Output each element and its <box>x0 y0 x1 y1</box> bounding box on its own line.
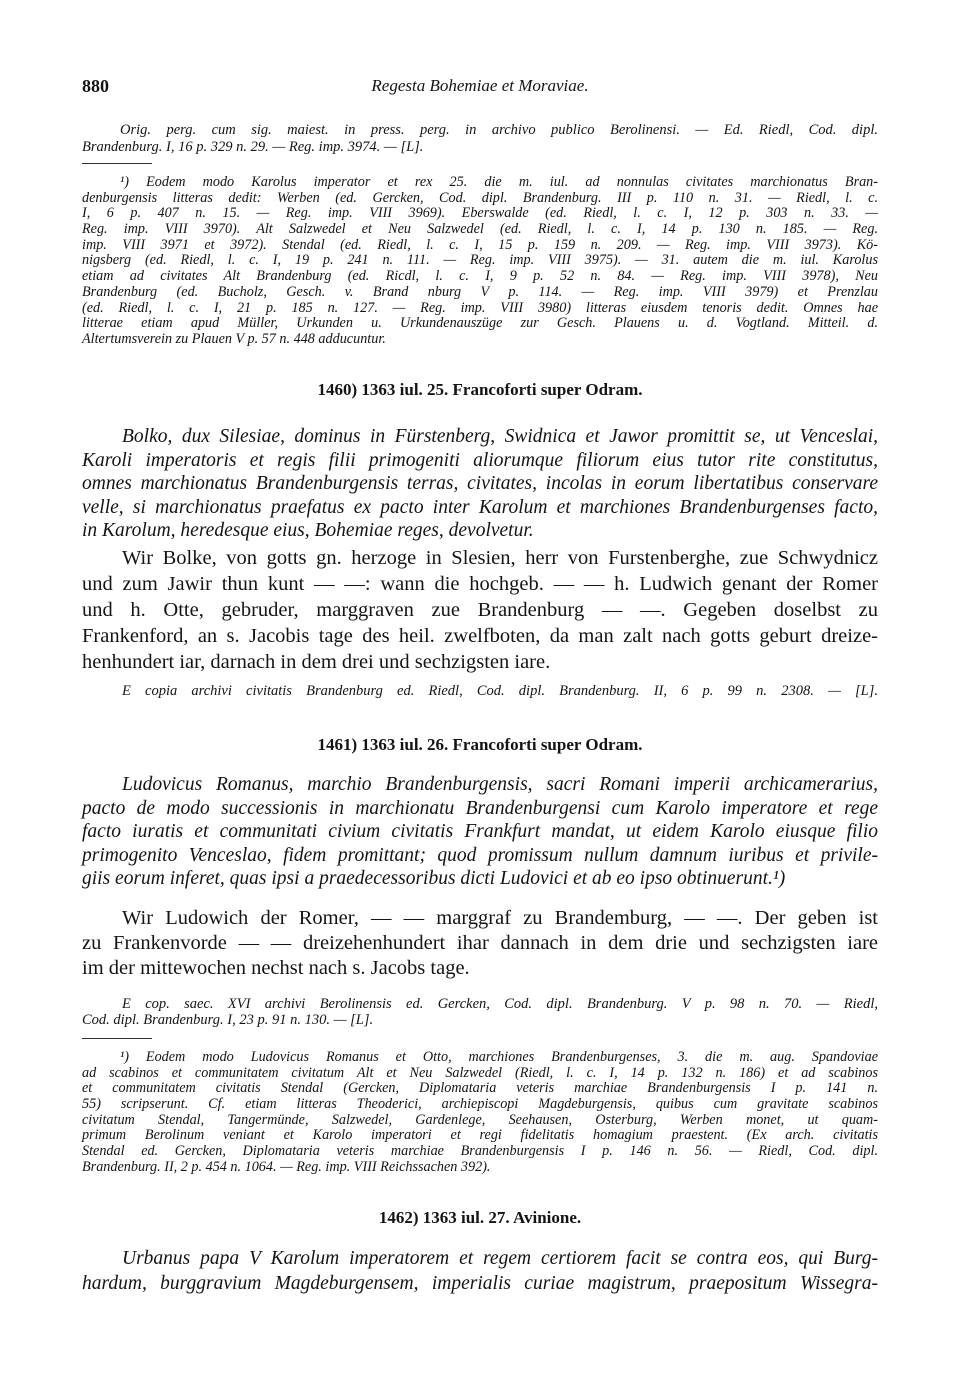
source-line: E copia archivi civitatis Brandenburg ed. Riedl, Cod. dipl. Brandenburg. II, 6 p. 99 n. 2308. — [L]. <box>122 683 878 699</box>
footnote-rule <box>82 163 152 164</box>
source-line: Brandenburg. I, 16 p. 329 n. 29. — Reg. imp. 3974. — [L]. <box>82 139 424 155</box>
page-number: 880 <box>82 76 109 96</box>
regest-line: giis eorum inferet, quas ipsi a praedecessoribus dicti Ludovici et ab eo ipso obtinuerunt.¹) <box>82 868 786 889</box>
charter-text-line: im der mittewochen nechst nach s. Jacobs tage. <box>82 957 470 979</box>
footnote-line: primum Berolinum veniant et Karolo imperatori et regi fidelitatis homagium praestent. (Ex arch. civitatis <box>82 1127 878 1144</box>
regest-line: primogenito Venceslao, fidem promittant; quod promissum nullum damnum iuribus et privile- <box>82 844 878 866</box>
entry-heading: 1462) 1363 iul. 27. Avinione. <box>378 1208 582 1227</box>
entry-1461-text <box>82 906 878 981</box>
entry-1461-source <box>82 996 878 1028</box>
entry-heading: 1461) 1363 iul. 26. Francoforti super Odram. <box>317 735 643 754</box>
regest-line: Karoli imperatoris et regis filii primogeniti aliorumque filiorum eius tutor rite constitutus, <box>82 449 878 471</box>
entry-1460-source <box>82 683 878 700</box>
source-line: Orig. perg. cum sig. maiest. in press. perg. in archivo publico Berolinensi. — Ed. Riedl, Cod. dipl. <box>120 122 878 138</box>
footnote-line: ad scabinos et communitatem civitatum Alt et Neu Salzwedel (Riedl, l. c. I, 14 p. 132 n. 186) et ad scabinos <box>82 1064 878 1081</box>
footnote-line: Reg. imp. VIII 3970). Alt Salzwedel et Neu Salzwedel (ed. Riedl, l. c. I, 14 p. 130 n. 185. — Reg. <box>82 221 878 238</box>
footnote-2 <box>82 1050 878 1176</box>
footnote-line: 55) scripserunt. Cf. etiam litteras Theoderici, archiepiscopi Magdeburgensis, quibus cum gravitate scabinos <box>82 1096 878 1113</box>
regest-line: in Karolum, heredesque eius, Bohemiae reges, devolvetur. <box>82 520 534 541</box>
regest-line: Bolko, dux Silesiae, dominus in Fürstenberg, Swidnica et Jawor promittit se, ut Venceslai, <box>122 426 878 447</box>
page-header <box>82 74 878 98</box>
footnote-line: (ed. Riedl, l. c. I, 21 p. 185 n. 127. — Reg. imp. VIII 3980) litteras eiusdem tenoris dedit. Omnes hae <box>82 299 878 316</box>
footnote-line: Stendal ed. Gercken, Diplomataria veteris marchiae Brandenburgensis I p. 146 n. 56. — Riedl, Cod. dipl. <box>82 1143 878 1160</box>
source-line: Cod. dipl. Brandenburg. I, 23 p. 91 n. 130. — [L]. <box>82 1012 374 1028</box>
footnote-line: imp. VIII 3971 et 3972). Stendal (ed. Riedl, l. c. I, 15 p. 159 n. 209. — Reg. imp. VIII 3973). Kö- <box>82 236 878 253</box>
source-line: E cop. saec. XVI archivi Berolinensis ed. Gercken, Cod. dipl. Brandenburg. V p. 98 n. 70. — Riedl, <box>122 996 878 1012</box>
footnote-line: ¹) Eodem modo Karolus imperator et rex 25. die m. iul. ad nonnulas civitates marchionatus Bran- <box>120 174 878 190</box>
footnote-line: civitatum Stendal, Tangermünde, Salzwedel, Gardenlege, Seehausen, Osterburg, Werben monet, ut quam- <box>82 1111 878 1128</box>
footnote-line: nigsberg (ed. Riedl, l. c. I, 19 p. 241 n. 111. — Reg. imp. VIII 3975). — 31. autem die m. iul. Karolus <box>82 252 878 269</box>
regest-line: velle, si marchionatus praefatus ex pacto inter Karolum et marchiones Brandenburgenses facto, <box>82 496 878 518</box>
footnote-line: et communitatem civitatis Stendal (Gercken, Diplomataria veteris marchiae Brandenburgensis I p. 141 n. <box>82 1080 878 1097</box>
footnote-line: denburgensis litteras dedit: Werben (ed. Gercken, Cod. dipl. Brandenburg. III p. 110 n. 31. — Riedl, l. c. <box>82 189 878 206</box>
regest-line: hardum, burggravium Magdeburgensem, imperialis curiae magistrum, praepositum Wissegra- <box>82 1273 878 1294</box>
charter-text-line: henhundert iar, darnach in dem drei und sechzigsten iare. <box>82 651 551 673</box>
footnote-line: ¹) Eodem modo Ludovicus Romanus et Otto, marchiones Brandenburgenses, 3. die m. aug. Spandoviae <box>120 1049 878 1065</box>
entry-1460-text <box>82 545 878 675</box>
footnote-1 <box>82 175 878 348</box>
footnote-line: litterae etiam apud Müller, Urkunden u. Urkundenauszüge zur Gesch. Plauens u. d. Vogtland. Mitteil. d. <box>82 315 878 332</box>
entry-1461-regest <box>82 773 878 891</box>
charter-text-line: Wir Ludowich der Romer, — — marggraf zu Brandemburg, — —. Der geben ist <box>122 907 878 929</box>
regest-line: omnes marchionatus Brandenburgensis terras, civitates, incolas in eorum libertatibus conservare <box>82 473 878 494</box>
entry-heading: 1460) 1363 iul. 25. Francoforti super Odram. <box>317 380 643 399</box>
entry-1460-regest <box>82 425 878 543</box>
charter-text-line: zu Frankenvorde — — dreizehenhundert ihar dannach in dem drie und sechzigsten iare <box>82 932 878 954</box>
footnote-rule <box>82 1038 152 1039</box>
regest-line: Urbanus papa V Karolum imperatorem et regem certiorem facit se contra eos, qui Burg- <box>122 1248 878 1269</box>
running-title: Regesta Bohemiae et Moraviae. <box>371 76 589 95</box>
footnote-line: etiam ad civitates Alt Brandenburg (ed. Ricdl, l. c. I, 9 p. 52 n. 84. — Reg. imp. VIII 3978), Neu <box>82 268 878 285</box>
footnote-line: Altertumsverein zu Plauen V p. 57 n. 448 adducuntur. <box>82 330 386 347</box>
prev-entry-source <box>82 122 878 156</box>
charter-text-line: Wir Bolke, von gotts gn. herzoge in Slesien, herr von Furstenberghe, zue Schwydnicz <box>122 547 878 569</box>
charter-text-line: Frankenford, an s. Jacobis tage des heil. zwelfboten, da man zalt nach gotts geburt dreize- <box>82 625 878 647</box>
regest-line: Ludovicus Romanus, marchio Brandenburgensis, sacri Romani imperii archicamerarius, <box>122 774 878 795</box>
footnote-line: Brandenburg. II, 2 p. 454 n. 1064. — Reg. imp. VIII Reichssachen 392). <box>82 1158 491 1175</box>
entry-1462-regest <box>82 1246 878 1296</box>
footnote-line: Brandenburg (ed. Bucholz, Gesch. v. Brand nburg V p. 114. — Reg. imp. VIII 3979) et Prenzlau <box>82 283 878 300</box>
charter-text-line: und zum Jawir thun kunt — —: wann die hochgeb. — — h. Ludwich genant der Romer <box>82 573 878 595</box>
footnote-line: I, 6 p. 407 n. 15. — Reg. imp. VIII 3969). Eberswalde (ed. Riedl, l. c. I, 12 p. 303 n. 33. — <box>82 205 878 222</box>
charter-text-line: und h. Otte, gebruder, marggraven zue Brandenburg — —. Gegeben doselbst zu <box>82 599 878 621</box>
regest-line: pacto de modo successionis in marchionatu Brandenburgensi cum Karolo imperatore et rege <box>82 797 878 819</box>
regest-line: facto iuratis et communitati civium civitatis Frankfurt mandat, ut eidem Karolo eiusque filio <box>82 821 878 842</box>
